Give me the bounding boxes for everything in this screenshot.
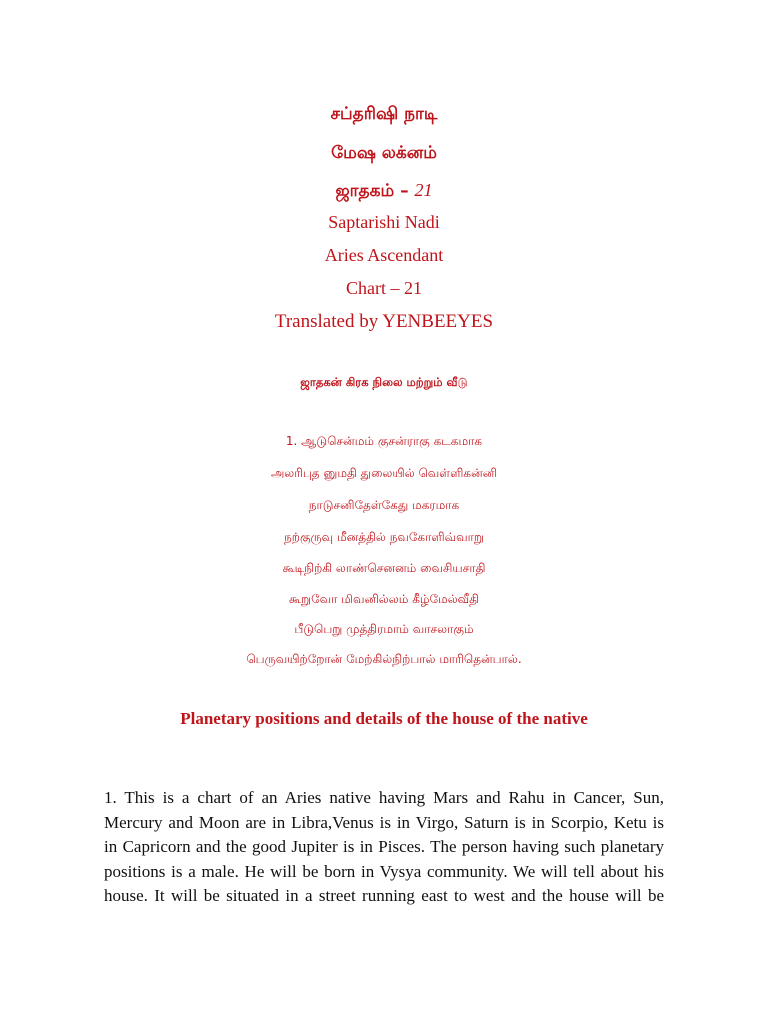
verse-line: நற்குருவு மீனத்தில் நவகோளிவ்வாறு: [284, 530, 484, 544]
tamil-chart-digits: 21: [414, 180, 433, 200]
verse-line: பெருவயிற்றோன் மேற்கில்நிற்பால் மாரிதென்பால்.: [246, 652, 522, 666]
english-title: Saptarishi Nadi: [328, 212, 440, 232]
verse-line: நாடுசனிதேள்கேது மகரமாக: [308, 498, 460, 512]
translator-credit: Translated by YENBEEYES: [274, 311, 494, 332]
tamil-title: சப்தரிஷி நாடி: [330, 104, 438, 124]
paragraph-line: 1. This is a chart of an Aries native having Mars and Rahu in Cancer, Sun,: [104, 788, 664, 807]
paragraph-line: house. It will be situated in a street running east to west and the house will be: [104, 886, 664, 905]
tamil-ascendant: மேஷ லக்னம்: [331, 143, 437, 163]
tamil-subheading: ஜாதகன் கிரக நிலை மற்றும் வீடு: [300, 375, 468, 389]
verse-line: கூடிநிற்கி லாண்செனனம் வைசியசாதி: [282, 561, 486, 575]
section-heading: Planetary positions and details of the house of the native: [180, 709, 588, 728]
verse-line: அலரிபுத னுமதி துலையில் வெள்ளிகன்னி: [270, 466, 498, 480]
paragraph-line: Mercury and Moon are in Libra,Venus is in Virgo, Saturn is in Scorpio, Ketu is: [104, 812, 664, 832]
english-chart-number: Chart – 21: [346, 278, 422, 298]
body-paragraph: [104, 786, 664, 909]
verse-line: பீடுபெறு முத்திரமாம் வாசலாகும்: [294, 622, 474, 636]
paragraph-line: in Capricorn and the good Jupiter is in Pisces. The person having such planetary: [104, 837, 664, 856]
verse-line: கூறுவோ மிவனில்லம் கீழ்மேல்வீதி: [289, 592, 479, 606]
tamil-chart-prefix: ஜாதகம் –: [335, 181, 415, 201]
english-ascendant: Aries Ascendant: [324, 245, 444, 265]
tamil-chart-number: [0, 180, 768, 203]
verse-line: 1. ஆடுசென்மம் குசன்ராகு கடகமாக: [285, 434, 483, 448]
paragraph-line: positions is a male. He will be born in Vysya community. We will tell about his: [104, 861, 664, 881]
